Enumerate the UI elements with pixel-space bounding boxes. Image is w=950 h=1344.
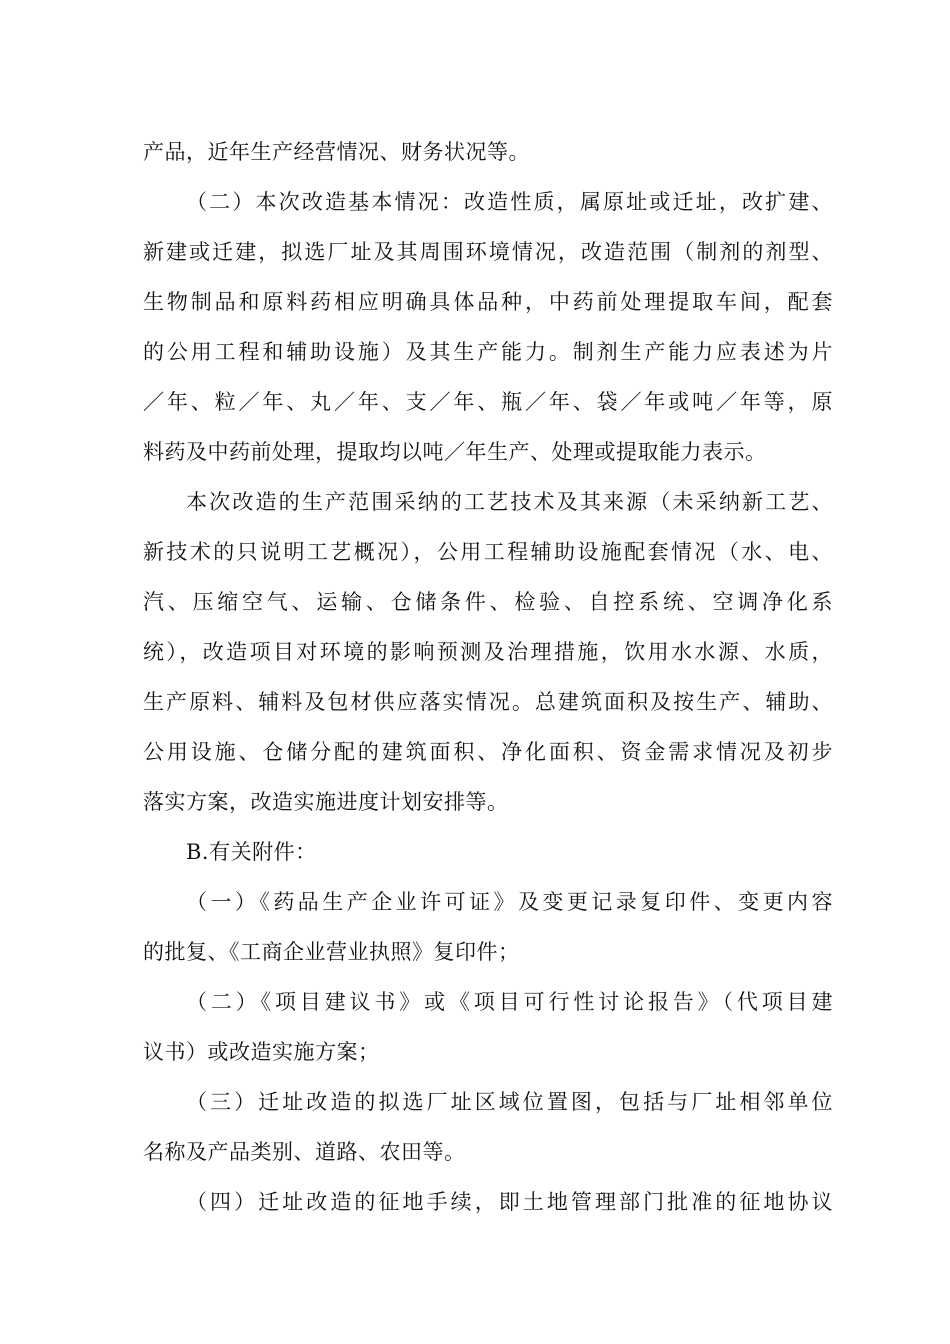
text-line: 统），改造项目对环境的影响预测及治理措施，饮用水水源、水质，: [143, 640, 833, 664]
text-line: （三）迁址改造的拟选厂址区域位置图，包括与厂址相邻单位: [186, 1090, 833, 1114]
text-line: 落实方案，改造实施进度计划安排等。: [143, 790, 509, 814]
text-line: 产品，近年生产经营情况、财务状况等。: [143, 140, 530, 164]
text-line: 生物制品和原料药相应明确具体品种，中药前处理提取车间，配套: [143, 290, 833, 314]
text-line: 新技术的只说明工艺概况），公用工程辅助设施配套情况（水、电、: [143, 540, 833, 564]
text-line: （二）本次改造基本情况：改造性质，属原址或迁址，改扩建、: [186, 190, 833, 214]
text-line: 公用设施、仓储分配的建筑面积、净化面积、资金需求情况及初步: [143, 740, 833, 764]
text-line: 生产原料、辅料及包材供应落实情况。总建筑面积及按生产、辅助、: [143, 690, 833, 714]
text-line: 汽、压缩空气、运输、仓储条件、检验、自控系统、空调净化系: [143, 590, 833, 614]
text-line: （二）《项目建议书》或《项目可行性讨论报告》（代项目建: [186, 990, 833, 1014]
text-line: 的批复、《工商企业营业执照》复印件；: [143, 940, 520, 964]
text-line: 新建或迁建，拟选厂址及其周围环境情况，改造范围（制剂的剂型、: [143, 240, 833, 264]
text-line: 议书）或改造实施方案；: [143, 1040, 380, 1064]
text-line: 料药及中药前处理，提取均以吨／年生产、处理或提取能力表示。: [143, 440, 767, 464]
text-line: 的公用工程和辅助设施）及其生产能力。制剂生产能力应表述为片: [143, 340, 833, 364]
text-line: （四）迁址改造的征地手续，即土地管理部门批准的征地协议: [186, 1190, 833, 1214]
text-line: 本次改造的生产范围采纳的工艺技术及其来源（未采纳新工艺、: [186, 490, 833, 514]
section-heading: B.有关附件：: [186, 840, 317, 864]
text-line: 名称及产品类别、道路、农田等。: [143, 1140, 466, 1164]
text-line: ／年、粒／年、丸／年、支／年、瓶／年、袋／年或吨／年等，原: [143, 390, 833, 414]
text-line: （一）《药品生产企业许可证》及变更记录复印件、变更内容: [186, 890, 833, 914]
